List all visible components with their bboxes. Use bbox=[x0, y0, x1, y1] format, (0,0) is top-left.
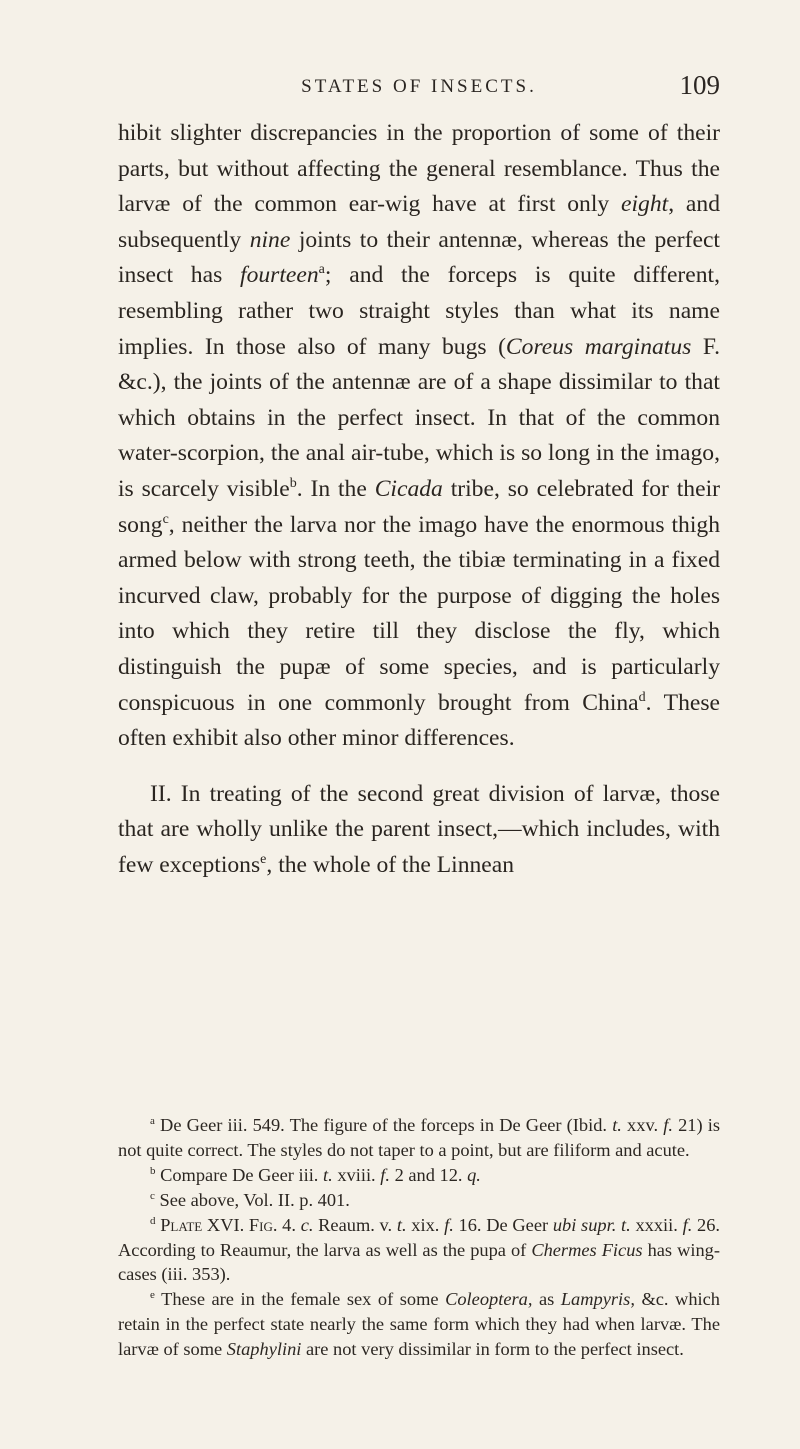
footnote-ref-d[interactable]: d bbox=[638, 689, 646, 705]
footnote-mark: b bbox=[150, 1164, 156, 1177]
running-head bbox=[118, 70, 720, 106]
footnote-mark: a bbox=[150, 1115, 155, 1127]
footnote-e: $^e$ These are in the female sex of some Coleoptera, as Lampyris, &c. which retain in the perfect state nearly the same form which they had when larvæ. The larvæ of some Staphylini are not very dissimilar in form to the perfect insect. bbox=[118, 1289, 720, 1360]
footnotes bbox=[118, 1113, 720, 1362]
body-text bbox=[118, 116, 720, 883]
footnote-ref-a[interactable]: a bbox=[318, 262, 325, 278]
footnote-mark: d bbox=[150, 1214, 156, 1227]
paragraph-1: hibit slighter discrepancies in the proportion of some of their parts, but without affecting the general resemblance. Thus the larvæ of the common ear-wig have at first only eight, and subsequently nine joints to their antennæ, whereas the perfect insect has fourteen$^a$; and the forceps is quite different, resembling rather two straight styles than what its name implies. In those also of many bugs (Coreus marginatus F. &c.), the joints of the antennæ are of a shape dissimilar to that which obtains in the perfect insect. In that of the common water-scorpion, the anal air-tube, which is so long in the imago, is scarcely visible$^b$. In the Cicada tribe, so celebrated for their song$^c$, neither the larva nor the imago have the enormous thigh armed below with strong teeth, the tibiæ terminating in a fixed incurved claw, probably for the purpose of digging the holes into which they retire till they disclose the fly, which distinguish the pupæ of some species, and is particularly conspicuous in one commonly brought from China$^d$. These often exhibit also other minor differences. bbox=[118, 120, 721, 752]
paragraph-2: II. In treating of the second great division of larvæ, those that are wholly unlike the parent insect,—which includes, with few exceptions$^e$, the whole of the Linnean bbox=[118, 780, 720, 878]
footnote-ref-c[interactable]: c bbox=[162, 511, 169, 527]
page-number: 109 bbox=[679, 70, 720, 100]
footnote-b: $^b$ Compare De Geer iii. t. xviii. f. 2 and 12. q. bbox=[150, 1164, 481, 1185]
footnote-mark: c bbox=[150, 1189, 155, 1202]
footnote-a: $^a$ De Geer iii. 549. The figure of the forceps in De Geer (Ibid. t. xxv. f. 21) is not quite correct. The styles do not taper to a point, but are filiform and acute. bbox=[118, 1115, 721, 1160]
footnote-d: $^d$ Plate XVI. Fig. 4. c. Reaum. v. t. xix. f. 16. De Geer ubi supr. t. xxxii. f. 26. According to Reaumur, the larva as well as the pupa of Chermes Ficus has wing-cases (iii. 353). bbox=[118, 1214, 720, 1285]
footnote-c: $^c$ See above, Vol. II. p. 401. bbox=[150, 1189, 350, 1210]
footnote-mark: e bbox=[150, 1289, 155, 1302]
running-title: STATES OF INSECTS. bbox=[301, 76, 537, 97]
footnote-ref-e[interactable]: e bbox=[260, 851, 267, 867]
footnote-ref-b[interactable]: b bbox=[289, 475, 297, 491]
